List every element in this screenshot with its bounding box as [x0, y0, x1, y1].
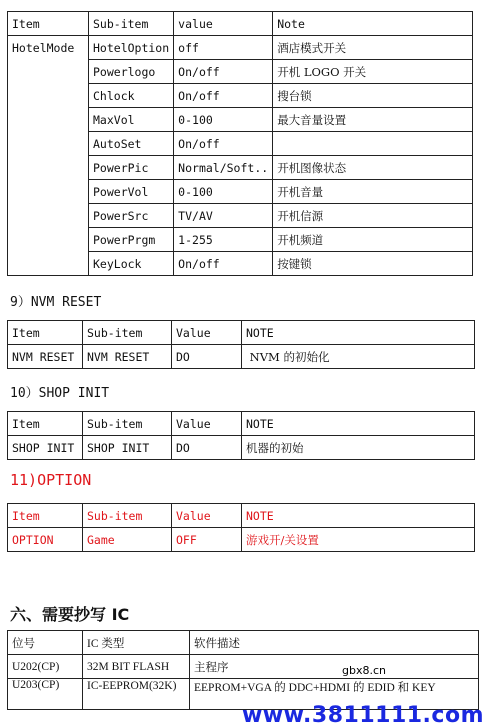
table-header-row — [8, 321, 475, 345]
subitem-cell: SHOP INIT — [83, 436, 172, 460]
header-cell: 软件描述 — [190, 631, 479, 655]
subitem-cell: HotelOption — [89, 36, 174, 60]
header-cell: Value — [172, 321, 242, 345]
header-cell: Item — [8, 321, 83, 345]
value-cell: 1-255 — [174, 228, 273, 252]
header-cell: Item — [8, 412, 83, 436]
header-cell: Sub-item — [83, 412, 172, 436]
note-cell: NVM 的初始化 — [242, 345, 475, 369]
header-cell: NOTE — [242, 412, 475, 436]
value-cell: off — [174, 36, 273, 60]
subitem-cell: PowerVol — [89, 180, 174, 204]
value-cell: TV/AV — [174, 204, 273, 228]
subitem-cell: PowerSrc — [89, 204, 174, 228]
note-cell: 搜台锁 — [273, 84, 473, 108]
position-cell: U203(CP) — [8, 679, 83, 710]
note-cell: 酒店模式开关 — [273, 36, 473, 60]
software-cell: EEPROM+VGA 的 DDC+HDMI 的 EDID 和 KEY — [190, 679, 479, 710]
item-cell: NVM RESET — [8, 345, 83, 369]
subitem-cell: PowerPrgm — [89, 228, 174, 252]
ic-type-cell: IC-EEPROM(32K) — [83, 679, 190, 710]
software-cell: 主程序 — [190, 655, 479, 679]
subitem-cell: KeyLock — [89, 252, 174, 276]
value-cell: On/off — [174, 84, 273, 108]
header-cell: 位号 — [8, 631, 83, 655]
watermark-large: www.3811111.com — [241, 703, 484, 728]
value-cell: On/off — [174, 132, 273, 156]
watermark-small: gbx8.cn — [342, 664, 386, 677]
table-header-row — [8, 412, 475, 436]
ic-type-cell: 32M BIT FLASH — [83, 655, 190, 679]
value-cell: Normal/Soft.. — [174, 156, 273, 180]
table-row — [8, 345, 475, 369]
value-cell: DO — [172, 345, 242, 369]
subitem-cell: Powerlogo — [89, 60, 174, 84]
header-cell: Sub-item — [89, 12, 174, 36]
section-heading-option: 11)OPTION — [10, 471, 92, 489]
value-cell: On/off — [174, 252, 273, 276]
header-cell: Note — [273, 12, 473, 36]
header-cell: Item — [8, 504, 83, 528]
header-cell: Value — [172, 412, 242, 436]
table-row — [8, 655, 479, 679]
subitem-cell: Chlock — [89, 84, 174, 108]
note-cell: 开机音量 — [273, 180, 473, 204]
value-cell: 0-100 — [174, 108, 273, 132]
header-cell: Sub-item — [83, 321, 172, 345]
note-cell: 开机图像状态 — [273, 156, 473, 180]
note-cell — [273, 132, 473, 156]
value-cell: OFF — [172, 528, 242, 552]
value-cell: 0-100 — [174, 180, 273, 204]
header-cell: NOTE — [242, 504, 475, 528]
value-cell: DO — [172, 436, 242, 460]
item-cell: SHOP INIT — [8, 436, 83, 460]
shop-init-table — [7, 411, 475, 460]
section-heading-shop-init: 10）SHOP INIT — [10, 386, 110, 401]
note-cell: 开机 LOGO 开关 — [273, 60, 473, 84]
note-cell: 游戏开/关设置 — [242, 528, 475, 552]
value-cell: On/off — [174, 60, 273, 84]
table-header-row — [8, 12, 473, 36]
table-header-row — [8, 504, 475, 528]
ic-table — [7, 630, 479, 710]
header-cell: IC 类型 — [83, 631, 190, 655]
note-cell: 最大音量设置 — [273, 108, 473, 132]
position-cell: U202(CP) — [8, 655, 83, 679]
option-table — [7, 503, 475, 552]
header-cell: NOTE — [242, 321, 475, 345]
subitem-cell: Game — [83, 528, 172, 552]
hotelmode-table — [7, 11, 473, 276]
table-row — [8, 528, 475, 552]
item-cell: OPTION — [8, 528, 83, 552]
table-header-row — [8, 631, 479, 655]
nvm-reset-table — [7, 320, 475, 369]
note-cell: 机器的初始 — [242, 436, 475, 460]
subitem-cell: MaxVol — [89, 108, 174, 132]
note-cell: 按键锁 — [273, 252, 473, 276]
section-heading-ic: 六、需要抄写 IC — [10, 605, 130, 624]
header-cell: Value — [172, 504, 242, 528]
header-cell: Sub-item — [83, 504, 172, 528]
table-row — [8, 436, 475, 460]
note-cell: 开机信源 — [273, 204, 473, 228]
header-cell: Item — [8, 12, 89, 36]
subitem-cell: NVM RESET — [83, 345, 172, 369]
note-cell: 开机频道 — [273, 228, 473, 252]
item-cell: HotelMode — [8, 36, 89, 276]
table-row — [8, 36, 473, 60]
header-cell: value — [174, 12, 273, 36]
subitem-cell: PowerPic — [89, 156, 174, 180]
subitem-cell: AutoSet — [89, 132, 174, 156]
section-heading-nvm-reset: 9）NVM RESET — [10, 295, 102, 310]
